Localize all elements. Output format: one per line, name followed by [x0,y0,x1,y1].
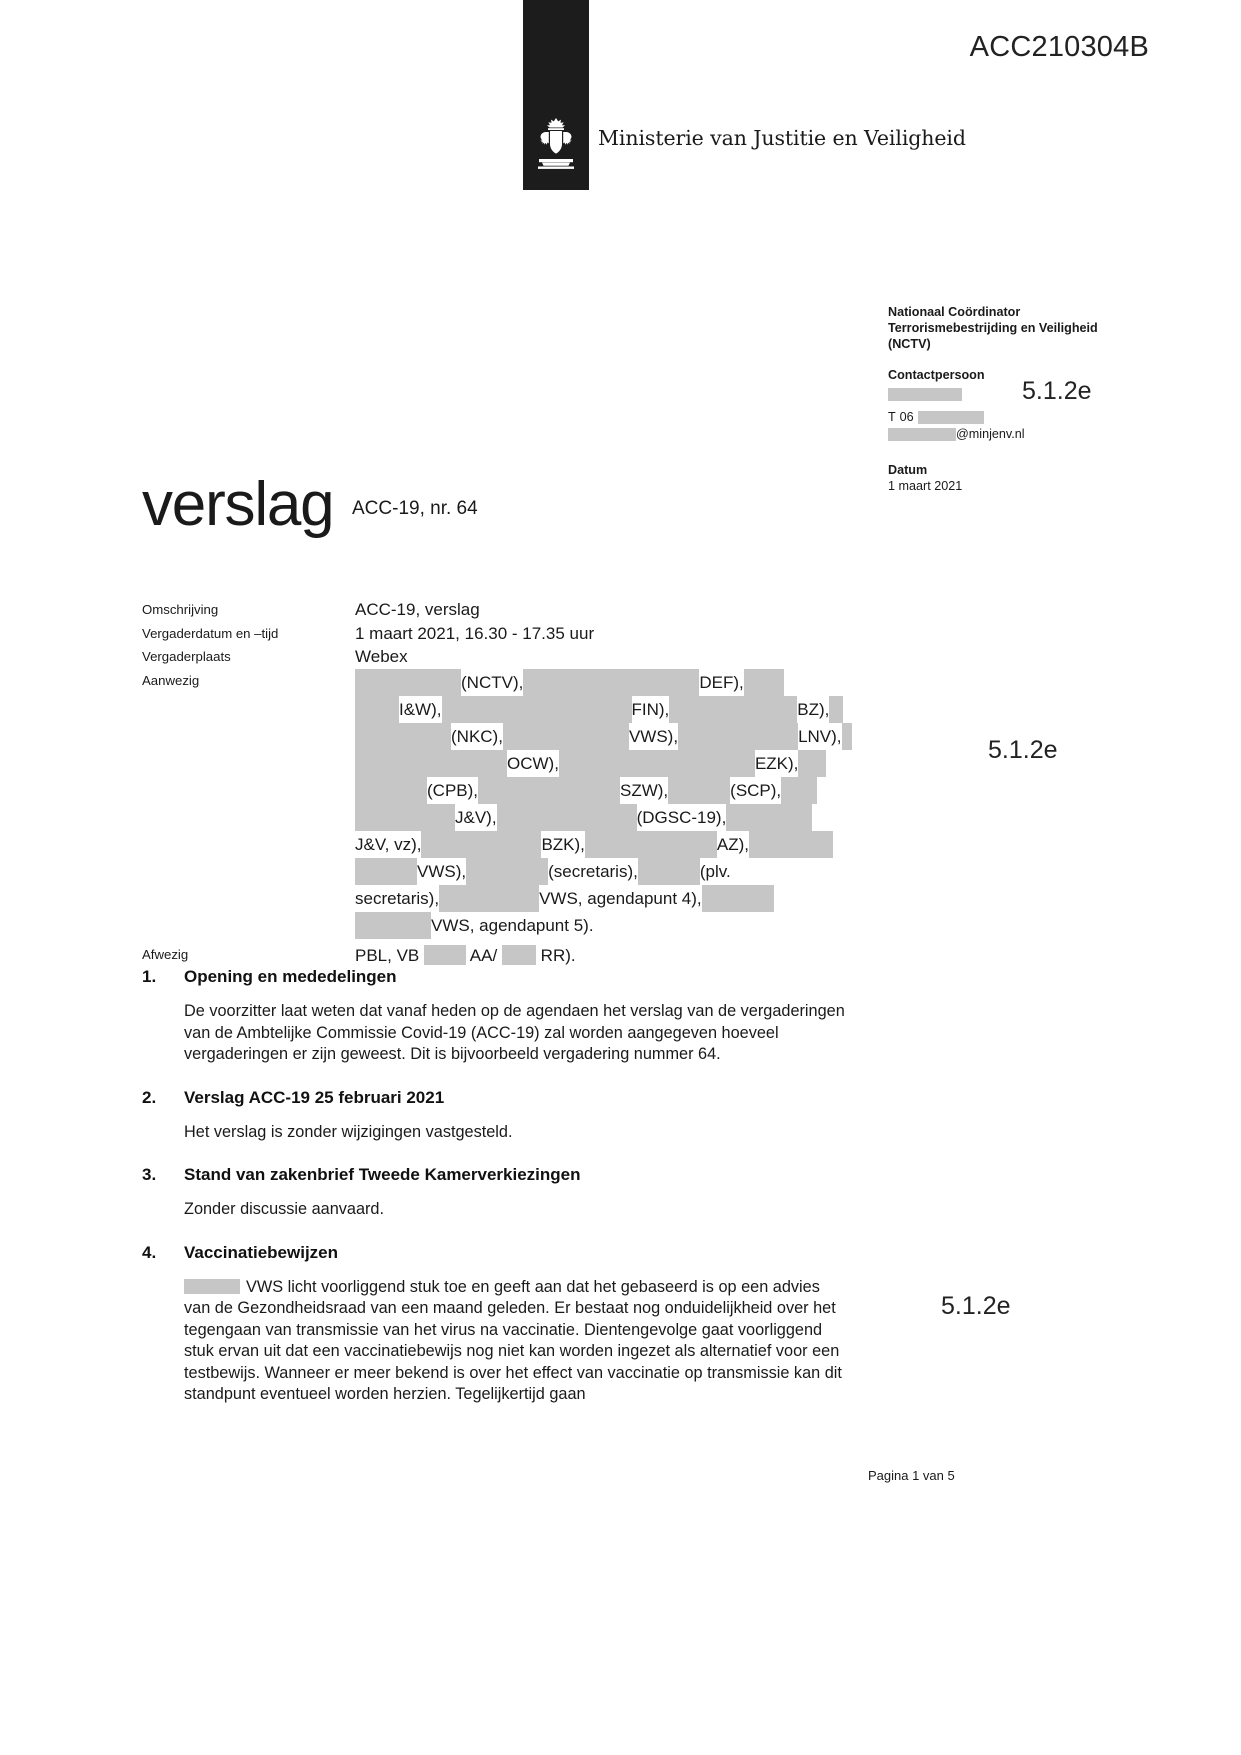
attendee-line [355,750,852,777]
agenda-item-title: Verslag ACC-19 25 februari 2021 [184,1087,445,1107]
redacted-name [669,696,797,723]
phone-number: 06 [899,409,914,424]
redacted-contact-name [888,388,962,401]
attendee-affiliation: AZ), [717,831,749,858]
redacted-name [781,777,817,804]
redacted-name [702,885,774,912]
attendee-affiliation: (SCP), [730,777,781,804]
redacted-name [355,723,451,750]
attendee-affiliation: (DGSC-19), [637,804,727,831]
afwezig-mid: AA/ [469,945,498,965]
date-label: Datum [888,463,928,478]
redacted-name [523,669,699,696]
agenda-item [142,967,902,1066]
attendee-affiliation: FIN), [632,696,670,723]
contact-person-label: Contactpersoon [888,367,985,382]
afwezig-prefix: PBL, VB [355,945,420,965]
attendee-affiliation: (CPB), [427,777,478,804]
attendee-affiliation: J&V, vz), [355,831,421,858]
attendee-affiliation: VWS), [629,723,678,750]
meta-label-aanwezig: Aanwezig [142,672,200,688]
attendee-line [355,777,852,804]
redacted-name [355,696,399,723]
redacted-name [585,831,717,858]
attendee-affiliation: VWS), [417,858,466,885]
agenda-item-header [142,1243,902,1263]
redacted-name [749,831,833,858]
redaction-code-body: 5.1.2e [941,1292,1011,1320]
attendee-affiliation: I&W), [399,696,442,723]
agenda-item-title: Stand van zakenbrief Tweede Kamerverkiezingen [184,1165,581,1184]
attendee-affiliation: EZK), [755,750,798,777]
redacted-name [798,750,826,777]
attendee-affiliation: BZK), [541,831,584,858]
redacted-name [503,723,629,750]
attendee-affiliation: OCW), [507,750,559,777]
page-footer: Pagina 1 van 5 [868,1468,955,1483]
attendee-affiliation: (plv. [700,858,731,885]
agenda-item-title: Opening en mededelingen [184,967,397,986]
redacted-name [478,777,620,804]
redacted-name [355,750,507,777]
date-block [888,462,1098,494]
dutch-royal-coat-of-arms-icon [523,112,589,174]
agenda-item-body: VWS licht voorliggend stuk toe en geeft aan dat het gebaseerd is op een advies van de Gezondheidsraad van een maand geleden. Er bestaat nog onduidelijkheid over het tegengaan van transmissie van het virus na vaccinatie. Dientengevolge gaat voorliggend stuk ervan uit dat een vaccinatiebewijs nog niet kan worden ingezet als alternatief voor een testbewijs. Wanneer er meer bekend is over het effect van vaccinatie op transmissie kan dit standpunt eventueel worden herzien. Tegelijkertijd gaan [184,1277,842,1403]
redacted-name [638,858,700,885]
agenda-item-title: Vaccinatiebewijzen [184,1242,339,1262]
email-row [888,426,1098,442]
attendee-affiliation: BZ), [797,696,829,723]
attendee-list [355,669,852,939]
redacted-phone [918,411,984,424]
phone-prefix: T [888,409,897,424]
attendee-affiliation: VWS, agendapunt 5). [431,912,594,939]
redacted-email-user [888,428,956,441]
redacted-name [842,723,852,750]
redacted-name [355,912,431,939]
meta-label: Vergaderplaats [142,649,231,664]
meta-label: Omschrijving [142,602,219,617]
agenda-item-number: 4. [142,1242,157,1262]
attendee-line [355,669,852,696]
agenda-item-body: Het verslag is zonder wijzigingen vastgesteld. [184,1122,513,1141]
organisation-name: Nationaal Coördinator Terrorismebestrijding en Veiligheid (NCTV) [888,305,1098,352]
attendee-line [355,804,852,831]
agenda-item [142,1165,902,1221]
meta-row-vergaderplaats [142,645,902,669]
agenda-list [142,945,902,1410]
meta-value: Webex [355,647,408,666]
agenda-item [142,1243,902,1406]
agenda-item-body: Zonder discussie aanvaard. [184,1200,385,1218]
agenda-item-number: 1. [142,967,157,986]
redacted-name [355,669,461,696]
redacted-name [355,777,427,804]
attendee-affiliation: (secretaris), [548,858,638,885]
meta-label-afwezig: Afwezig [142,946,189,962]
afwezig-suffix: RR). [540,945,576,965]
redacted-speaker-name [184,1279,240,1294]
attendee-affiliation: SZW), [620,777,668,804]
attendee-line [355,885,852,912]
redacted-name [355,858,417,885]
agenda-item-header [142,1088,902,1108]
redaction-code-header: 5.1.2e [1022,377,1092,405]
attendee-affiliation: (NKC), [451,723,503,750]
attendee-affiliation: VWS, agendapunt 4), [539,885,702,912]
meta-row-aanwezig [142,669,902,939]
page-subtitle: ACC-19, nr. 64 [352,498,478,519]
redaction-code-attendees: 5.1.2e [988,736,1058,764]
agenda-item [142,1088,902,1144]
attendee-affiliation: J&V), [455,804,497,831]
redacted-name [466,858,548,885]
email-domain: @minjenv.nl [956,427,1025,442]
attendee-line [355,858,852,885]
phone-row [888,409,1098,425]
redacted-name [668,777,730,804]
agenda-item-number: 2. [142,1087,157,1107]
redacted-name [744,669,784,696]
redacted-name [559,750,755,777]
redacted-name [829,696,843,723]
agenda-item-header [142,967,902,987]
document-code: ACC210304B [969,31,1149,63]
date-value: 1 maart 2021 [888,479,963,494]
redacted-name [421,831,541,858]
meta-block [142,598,902,968]
redacted-name [726,804,812,831]
attendee-affiliation: (NCTV), [461,669,523,696]
attendee-line [355,696,852,723]
meta-row-vergaderdatum [142,622,902,646]
meta-row-omschrijving [142,598,902,622]
meta-value: 1 maart 2021, 16.30 - 17.35 uur [355,623,595,643]
redacted-name [355,804,455,831]
redacted-name [442,696,632,723]
redacted-name [439,885,539,912]
redacted-name [497,804,637,831]
attendee-line [355,723,852,750]
attendee-affiliation: DEF), [699,669,743,696]
page-title: verslag [142,470,334,539]
attendee-affiliation: secretaris), [355,885,439,912]
meta-label: Vergaderdatum en –tijd [142,625,279,641]
attendee-affiliation: LNV), [798,723,841,750]
attendee-line [355,831,852,858]
redacted-name [678,723,798,750]
agenda-item-header [142,1165,902,1185]
agenda-item-number: 3. [142,1165,157,1184]
agenda-item-body: De voorzitter laat weten dat vanaf heden op de agendaen het verslag van de vergaderingen van de Ambtelijke Commissie Covid-19 (ACC-19) zal worden aangegeven hoeveel vergaderingen er zijn geweest. Dit is bijvoorbeeld vergadering nummer 64. [184,1002,845,1063]
meta-value: ACC-19, verslag [355,600,480,619]
attendee-line [355,912,852,939]
ministry-name: Ministerie van Justitie en Veiligheid [598,126,966,150]
